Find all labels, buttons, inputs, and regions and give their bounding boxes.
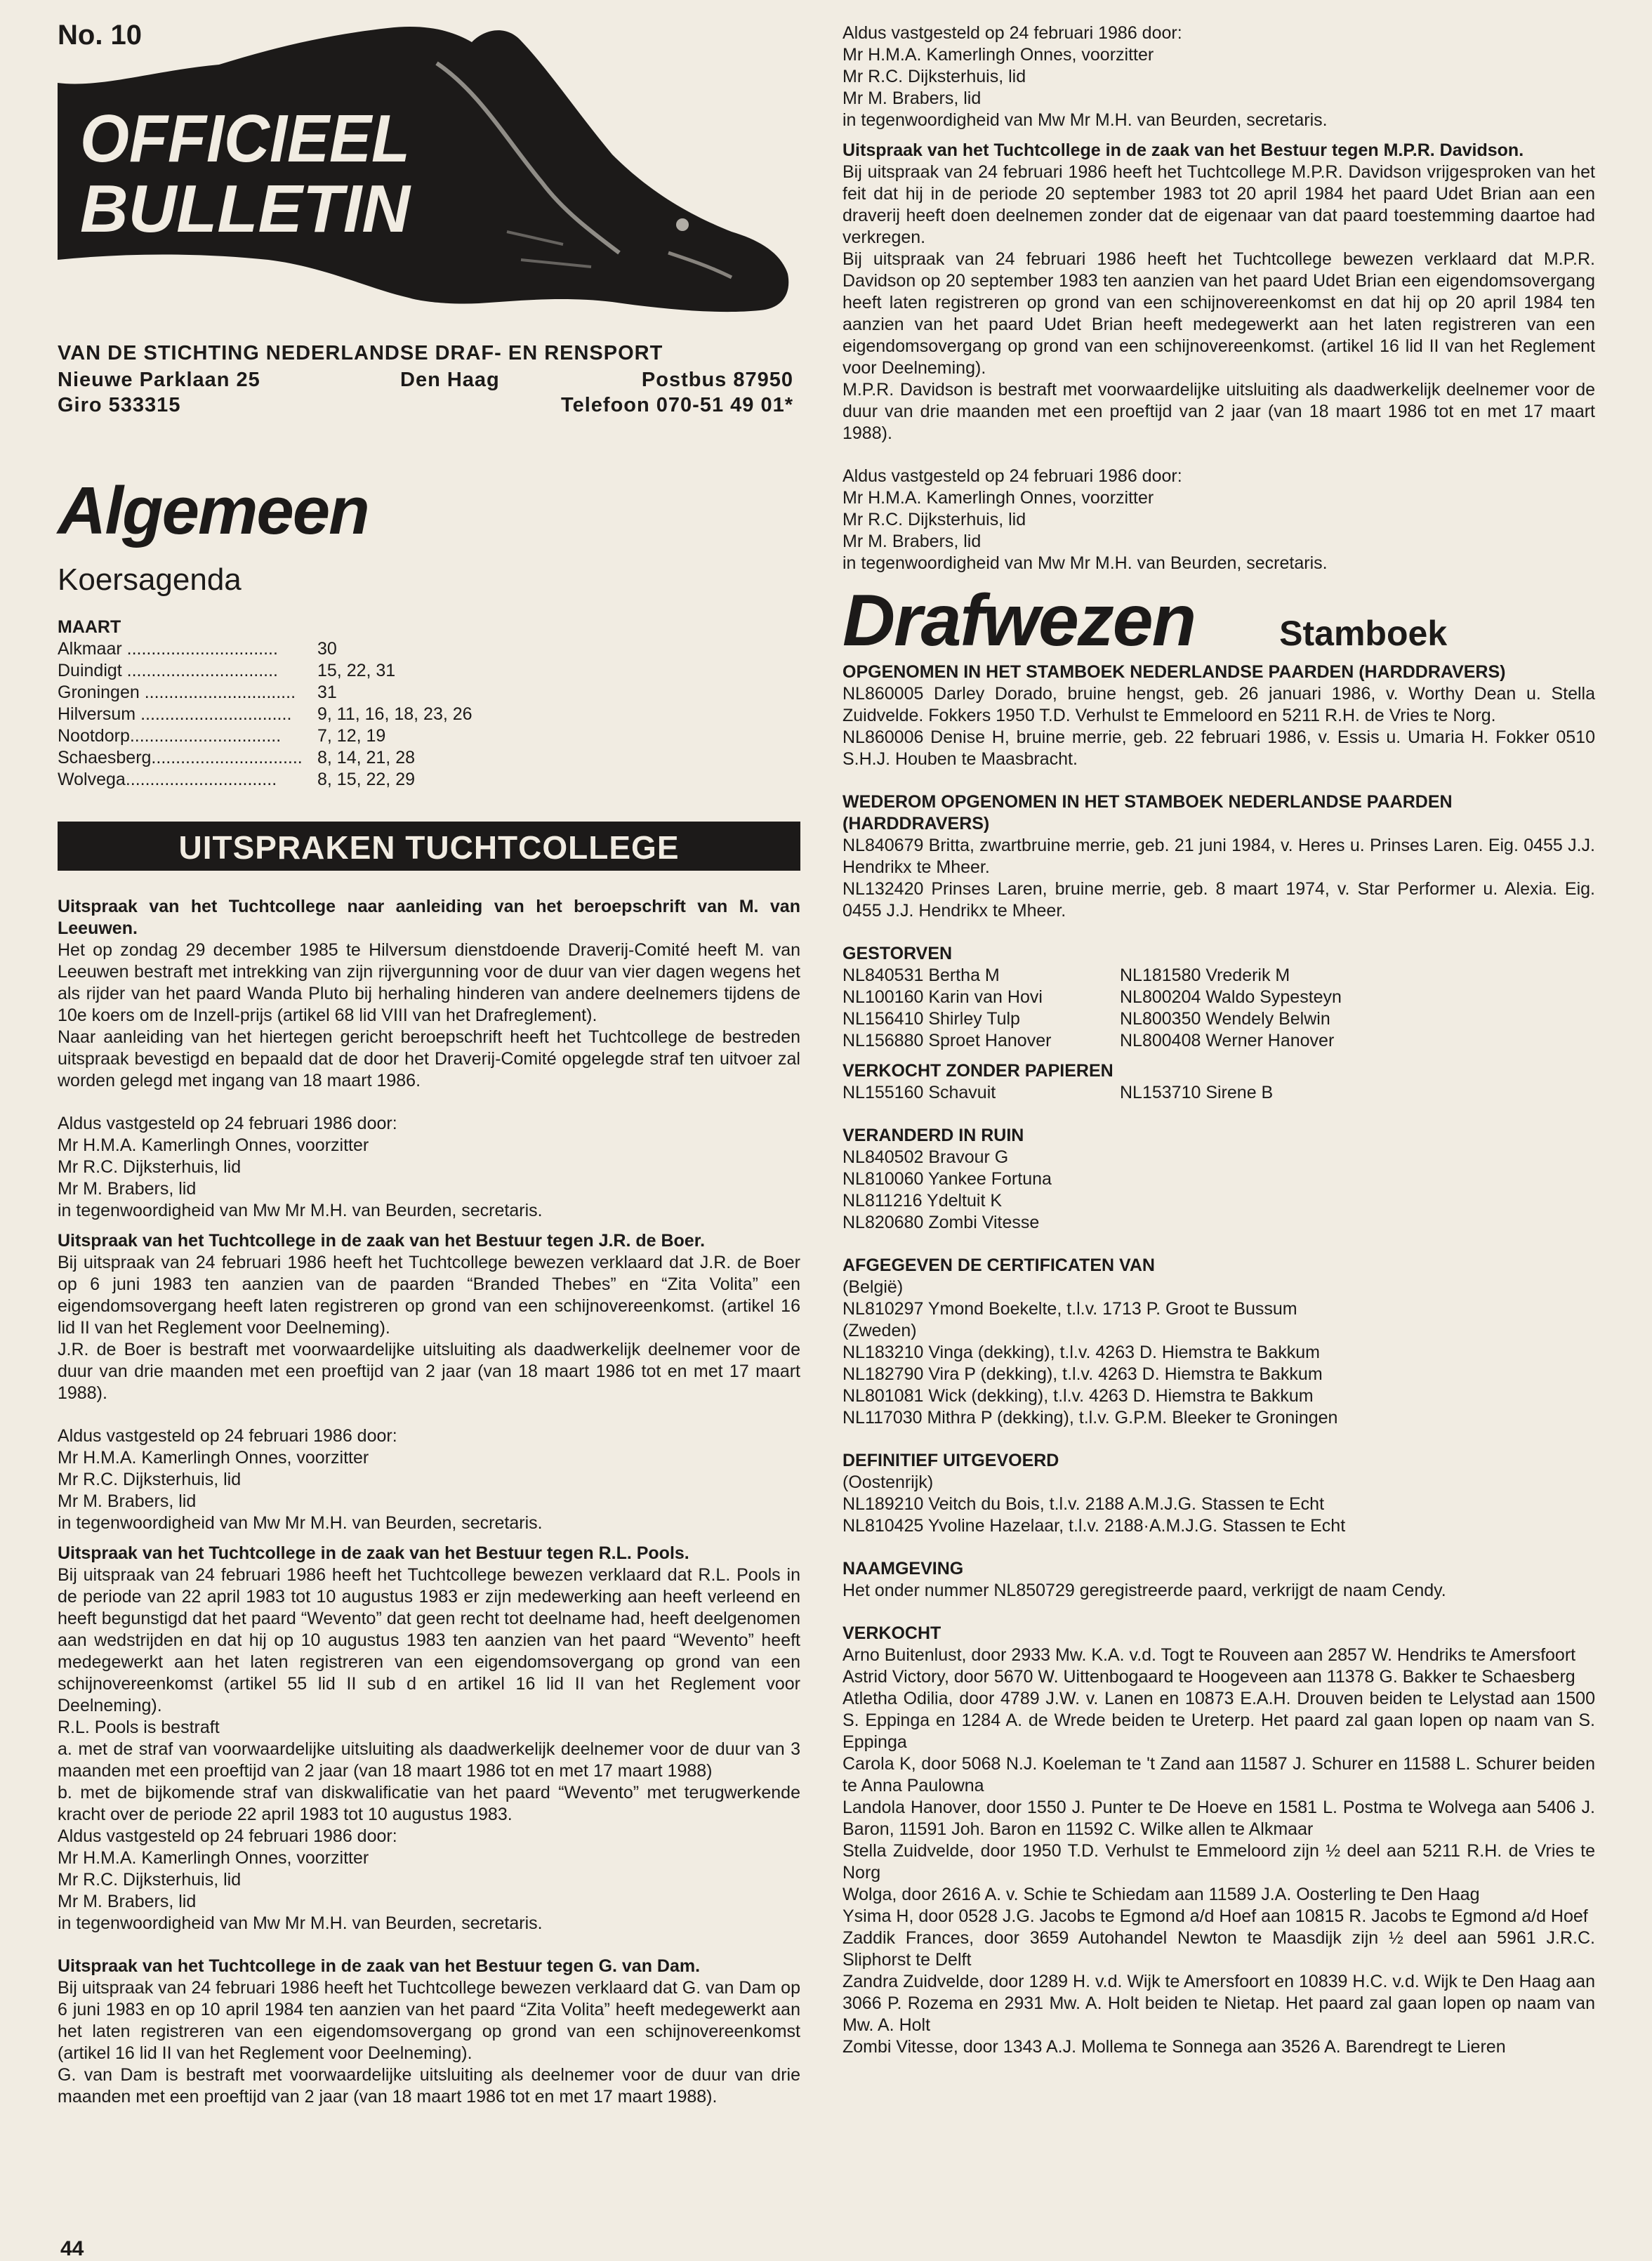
- contact-line: [58, 393, 793, 418]
- agenda-row: Schaesberg............................... 8, 14, 21, 28: [58, 748, 416, 767]
- signature-block: Aldus vastgesteld op 24 februari 1986 door: Mr H.M.A. Kamerlingh Onnes, voorzitter Mr R.C. Dijksterhuis, lid Mr M. Brabers, lid in tegenwoordigheid van Mw Mr M.H. van Beurden, secretaris.: [58, 1114, 543, 1220]
- case-paragraph: M.P.R. Davidson is bestraft met voorwaardelijke uitsluiting als daadwerkelijk deelnemer voor de duur van drie maanden met een proeftijd van 2 jaar (van 18 maart 1986 tot en met 17 maart 1988).: [842, 380, 1595, 443]
- list-item: NL189210 Veitch du Bois, t.l.v. 2188 A.M.J.G. Stassen te Echt: [842, 1494, 1325, 1514]
- list-item: NL840502 Bravour G: [842, 1147, 1009, 1167]
- org-line: [58, 341, 793, 366]
- banner-uitspraken: UITSPRAKEN TUCHTCOLLEGE: [58, 822, 800, 871]
- list-item: NL860005 Darley Dorado, bruine hengst, geb. 26 januari 1986, v. Worthy Dean u. Stella Zuidvelde. Fokkers 1950 T.D. Verhulst te Emmeloord en 5211 R.H. de Vries te Norg.: [842, 684, 1595, 725]
- list-item: Ysima H, door 0528 J.G. Jacobs te Egmond a/d Hoef aan 10815 R. Jacobs te Egmond a/d Hoef: [842, 1906, 1588, 1926]
- list-item: (Oostenrijk): [842, 1472, 934, 1492]
- agenda-row: Alkmaar ............................... 30: [58, 639, 337, 659]
- list-item: NL800350 Wendely Belwin: [1120, 1009, 1330, 1029]
- verkocht-zp-list: [842, 1082, 1595, 1104]
- list-item: NL132420 Prinses Laren, bruine merrie, geb. 8 maart 1974, v. Star Performer u. Alexia. Eig. 0455 J.J. Hendrikx te Mheer.: [842, 879, 1595, 921]
- list-item: NL181580 Vrederik M: [1120, 965, 1290, 985]
- gestorven-list: [842, 965, 1595, 1052]
- list-item: NL155160 Schavuit: [842, 1083, 996, 1102]
- case-paragraph: Bij uitspraak van 24 februari 1986 heeft het Tuchtcollege bewezen verklaard dat J.R. de Boer op 6 juni 1983 ten aanzien van de paarden “Branded Thebes” en “Zita Volita” een eigendomsovergang heeft laten registreren op grond van een schijnovereenkomst. (artikel 16 lid II van het Reglement voor Deelneming).: [58, 1253, 800, 1338]
- list-item: (België): [842, 1277, 904, 1297]
- org-name: VAN DE STICHTING NEDERLANDSE DRAF- EN RENSPORT: [58, 342, 663, 364]
- list-item: Astrid Victory, door 5670 W. Uittenbogaard te Hoogeveen aan 11378 G. Bakker te Schaesberg: [842, 1667, 1575, 1687]
- list-heading: GESTORVEN: [842, 944, 953, 963]
- list-item: Atletha Odilia, door 4789 J.W. v. Lanen en 10873 E.A.H. Drouven beiden te Lelystad aan 1500 S. Eppinga en 1284 A. de Wrede beiden te Ureterp. Het paard zal gaan lopen op naam van S. Eppinga: [842, 1689, 1595, 1752]
- postbus: Postbus 87950: [641, 369, 793, 391]
- list-item: NL117030 Mithra P (dekking), t.l.v. G.P.M. Bleeker te Groningen: [842, 1408, 1338, 1428]
- list-item: Zaddik Frances, door 3659 Autohandel Newton te Maasdijk zijn ½ deel aan 5961 J.R.C. Sliphorst te Delft: [842, 1928, 1595, 1970]
- case-title: Uitspraak van het Tuchtcollege in de zaak van het Bestuur tegen G. van Dam.: [58, 1956, 701, 1976]
- list-item: Landola Hanover, door 1550 J. Punter te De Hoeve en 1581 L. Postma te Wolvega aan 5406 J. Baron, 11591 Joh. Baron en 11592 C. Wilke allen te Alkmaar: [842, 1798, 1595, 1839]
- list-item: Carola K, door 5068 N.J. Koeleman te 't Zand aan 11587 J. Schurer en 11588 L. Schurer beiden te Anna Paulowna: [842, 1754, 1595, 1795]
- case-paragraph: Bij uitspraak van 24 februari 1986 heeft het Tuchtcollege bewezen verklaard dat M.P.R. Davidson op 20 september 1983 ten aanzien van het paard Udet Brian een eigendomsovergang heeft laten registreren op grond van een schijnovereenkomst en dat hij op 20 april 1984 ten aanzien van het paard Udet Brian heeft medegewerkt aan het laten registreren van een eigendomsovergang op grond van een schijnovereenkomst. (artikel 16 lid II van het Reglement voor Deelneming).: [842, 249, 1595, 378]
- list-heading: VERKOCHT: [842, 1623, 941, 1643]
- case-title: Uitspraak van het Tuchtcollege naar aanleiding van het beroepschrift van M. van Leeuwen.: [58, 897, 800, 938]
- agenda-row: Wolvega............................... 8, 15, 22, 29: [58, 770, 416, 789]
- city: Den Haag: [400, 369, 500, 391]
- list-item: NL183210 Vinga (dekking), t.l.v. 4263 D. Hiemstra te Bakkum: [842, 1343, 1320, 1362]
- case-paragraph: R.L. Pools is bestraft: [58, 1718, 220, 1737]
- case-paragraph: Bij uitspraak van 24 februari 1986 heeft het Tuchtcollege M.P.R. Davidson vrijgesproken van het feit dat hij in de periode 20 september 1983 tot 20 april 1984 het paard Udet Brian aan een draverij heeft doen deelnemen zonder dat de eigenaar van dat paard toestemming daartoe had verkregen.: [842, 162, 1595, 247]
- list-item: NL810060 Yankee Fortuna: [842, 1169, 1052, 1189]
- signature-block: Aldus vastgesteld op 24 februari 1986 door: Mr H.M.A. Kamerlingh Onnes, voorzitter Mr R.C. Dijksterhuis, lid Mr M. Brabers, lid in tegenwoordigheid van Mw Mr M.H. van Beurden, secretaris.: [842, 23, 1328, 130]
- list-item: Stella Zuidvelde, door 1950 T.D. Verhulst te Emmeloord zijn ½ deel aan 5211 R.H. de Vries te Norg: [842, 1841, 1595, 1883]
- list-item: NL840531 Bertha M: [842, 965, 1000, 985]
- list-item: Wolga, door 2616 A. v. Schie te Schiedam aan 11589 J.A. Oosterling te Den Haag: [842, 1885, 1480, 1904]
- list-item: NL153710 Sirene B: [1120, 1083, 1274, 1102]
- case-title: Uitspraak van het Tuchtcollege in de zaak van het Bestuur tegen J.R. de Boer.: [58, 1231, 706, 1251]
- agenda-month: MAART: [58, 617, 121, 637]
- list-item: NL801081 Wick (dekking), t.l.v. 4263 D. Hiemstra te Bakkum: [842, 1386, 1314, 1406]
- list-item: NL800408 Werner Hanover: [1120, 1031, 1335, 1050]
- case-paragraph: Bij uitspraak van 24 februari 1986 heeft het Tuchtcollege bewezen verklaard dat G. van Dam op 6 juni 1983 en op 10 april 1984 ten aanzien van het paard “Zita Volita” heeft medegewerkt aan het laten registreren van een eigendomsovergang op grond van een schijnovereenkomst (artikel 16 lid II van het Reglement voor Deelneming).: [58, 1978, 800, 2063]
- agenda-row: Groningen ............................... 31: [58, 683, 337, 702]
- list-item: NL182790 Vira P (dekking), t.l.v. 4263 D. Hiemstra te Bakkum: [842, 1364, 1323, 1384]
- masthead-title-line1: OFFICIEEL: [80, 101, 410, 176]
- agenda-list: [58, 638, 800, 791]
- signature-block: Aldus vastgesteld op 24 februari 1986 door: Mr H.M.A. Kamerlingh Onnes, voorzitter Mr R.C. Dijksterhuis, lid Mr M. Brabers, lid in tegenwoordigheid van Mw Mr M.H. van Beurden, secretaris.: [58, 1426, 543, 1533]
- list-item: NL860006 Denise H, bruine merrie, geb. 22 februari 1986, v. Essis u. Umaria H. Fokker 0510 S.H.J. Houben te Maasbracht.: [842, 727, 1595, 769]
- left-column: [58, 473, 800, 2108]
- list-item: NL100160 Karin van Hovi: [842, 987, 1043, 1007]
- list-item: NL156880 Sproet Hanover: [842, 1031, 1052, 1050]
- case-paragraph: J.R. de Boer is bestraft met voorwaardelijke uitsluiting als daadwerkelijk deelnemer voor de duur van drie maanden met een proeftijd van 2 jaar (van 18 maart 1986 tot en met 17 maart 1988).: [58, 1340, 800, 1403]
- case-paragraph: G. van Dam is bestraft met voorwaardelijke uitsluiting als deelnemer voor de duur van drie maanden met een proeftijd van 2 jaar (van 18 maart 1986 tot en met 17 maart 1988).: [58, 2065, 800, 2107]
- list-heading: WEDEROM OPGENOMEN IN HET STAMBOEK NEDERLANDSE PAARDEN (HARDDRAVERS): [842, 792, 1453, 833]
- list-item: Arno Buitenlust, door 2933 Mw. K.A. v.d. Togt te Rouveen aan 2857 W. Hendriks te Amersfoort: [842, 1645, 1576, 1665]
- phone: Telefoon 070-51 49 01*: [561, 394, 793, 416]
- list-heading: VERKOCHT ZONDER PAPIEREN: [842, 1061, 1114, 1081]
- list-item: NL156410 Shirley Tulp: [842, 1009, 1020, 1029]
- case-title: Uitspraak van het Tuchtcollege in de zaak van het Bestuur tegen M.P.R. Davidson.: [842, 140, 1524, 160]
- list-item: NL810297 Ymond Boekelte, t.l.v. 1713 P. Groot te Bussum: [842, 1299, 1297, 1319]
- signature-block: Aldus vastgesteld op 24 februari 1986 door: Mr H.M.A. Kamerlingh Onnes, voorzitter Mr R.C. Dijksterhuis, lid Mr M. Brabers, lid in tegenwoordigheid van Mw Mr M.H. van Beurden, secretaris.: [58, 1826, 543, 1933]
- agenda-row: Nootdorp............................... 7, 12, 19: [58, 726, 386, 746]
- giro: Giro 533315: [58, 394, 181, 416]
- masthead-logo: [58, 21, 793, 323]
- section-heading-drafwezen: Drafwezen: [842, 580, 1196, 661]
- list-item: Zandra Zuidvelde, door 1289 H. v.d. Wijk te Amersfoort en 10839 H.C. v.d. Wijk te Den Haag aan 3066 P. Rozema en 2931 Mw. A. Holt beiden te Nietap. Het paard zal gaan lopen op naam van Mw. A. Holt: [842, 1972, 1595, 2035]
- agenda-row: Hilversum ............................... 9, 11, 16, 18, 23, 26: [58, 704, 473, 724]
- agenda-row: Duindigt ............................... 15, 22, 31: [58, 661, 396, 680]
- list-item: NL820680 Zombi Vitesse: [842, 1213, 1040, 1232]
- list-heading: AFGEGEVEN DE CERTIFICATEN VAN: [842, 1255, 1155, 1275]
- street-address: Nieuwe Parklaan 25: [58, 369, 260, 391]
- list-heading: DEFINITIEF UITGEVOERD: [842, 1451, 1059, 1470]
- subheading-stamboek: Stamboek: [1279, 614, 1448, 653]
- list-item: NL810425 Yvoline Hazelaar, t.l.v. 2188·A.M.J.G. Stassen te Echt: [842, 1516, 1346, 1536]
- page-number: 44: [60, 2237, 84, 2260]
- list-heading: VERANDERD IN RUIN: [842, 1126, 1024, 1145]
- case-paragraph: Naar aanleiding van het hiertegen gericht beroepschrift heeft het Tuchtcollege de bestreden uitspraak bevestigd en bepaald dat de door het Draverij-Comité opgelegde straf ten uitvoer zal worden gelegd met ingang van 18 maart 1986.: [58, 1027, 800, 1090]
- list-item: Het onder nummer NL850729 geregistreerde paard, verkrijgt de naam Cendy.: [842, 1581, 1446, 1600]
- drafwezen-header: [842, 580, 1595, 661]
- section-heading-algemeen: Algemeen: [58, 473, 369, 548]
- list-item: NL811216 Ydeltuit K: [842, 1191, 1003, 1211]
- address-line: [58, 368, 793, 393]
- list-item: Zombi Vitesse, door 1343 A.J. Mollema te Sonnega aan 3526 A. Barendregt te Lieren: [842, 2037, 1506, 2057]
- list-heading: NAAMGEVING: [842, 1559, 964, 1578]
- masthead-title-line2: BULLETIN: [80, 171, 411, 246]
- list-item: NL840679 Britta, zwartbruine merrie, geb. 21 juni 1984, v. Heres u. Prinses Laren. Eig. 0455 J.J. Hendrikx te Mheer.: [842, 836, 1595, 877]
- case-paragraph: Bij uitspraak van 24 februari 1986 heeft het Tuchtcollege bewezen verklaard dat R.L. Pools in de periode van 22 april 1983 tot 10 augustus 1983 er zijn medewerking aan heeft verleend en heeft begunstigd dat het paard “Wevento” dat geen recht tot deelname had, heeft deelgenomen aan wedstrijden en dat hij op 10 augustus 1983 ten aanzien van het paard “Wevento” heeft medegewerkt aan het laten registreren van een eigendomsovergang op grond van een schijnovereenkomst (artikel 55 lid II sub d en artikel 16 lid II van het Reglement voor Deelneming).: [58, 1565, 800, 1715]
- subheading-koersagenda: Koersagenda: [58, 562, 242, 597]
- signature-block: Aldus vastgesteld op 24 februari 1986 door: Mr H.M.A. Kamerlingh Onnes, voorzitter Mr R.C. Dijksterhuis, lid Mr M. Brabers, lid in tegenwoordigheid van Mw Mr M.H. van Beurden, secretaris.: [842, 466, 1328, 573]
- list-item: (Zweden): [842, 1321, 917, 1340]
- case-title: Uitspraak van het Tuchtcollege in de zaak van het Bestuur tegen R.L. Pools.: [58, 1543, 689, 1563]
- issue-number: No. 10: [58, 20, 143, 51]
- case-paragraph: Het op zondag 29 december 1985 te Hilversum dienstdoende Draverij-Comité heeft M. van Leeuwen bestraft met intrekking van zijn rijvergunning voor de duur van vier dagen wegens het als rijder van het paard Wanda Pluto bij herhaling hinderen van andere deelnemers tijdens de 10e koers om de Inzell-prijs (artikel 68 lid VIII van het Drafreglement).: [58, 940, 800, 1025]
- case-paragraph: a. met de straf van voorwaardelijke uitsluiting als daadwerkelijk deelnemer voor de duur van 3 maanden met een proeftijd van 2 jaar (van 18 maart 1986 tot en met 17 maart 1988): [58, 1739, 800, 1781]
- right-column: [842, 22, 1595, 2058]
- list-heading: OPGENOMEN IN HET STAMBOEK NEDERLANDSE PAARDEN (HARDDRAVERS): [842, 662, 1506, 682]
- list-item: NL800204 Waldo Sypesteyn: [1120, 987, 1342, 1007]
- case-paragraph: b. met de bijkomende straf van diskwalificatie van het paard “Wevento” met terugwerkende kracht over de periode 22 april 1983 tot 10 augustus 1983.: [58, 1783, 800, 1824]
